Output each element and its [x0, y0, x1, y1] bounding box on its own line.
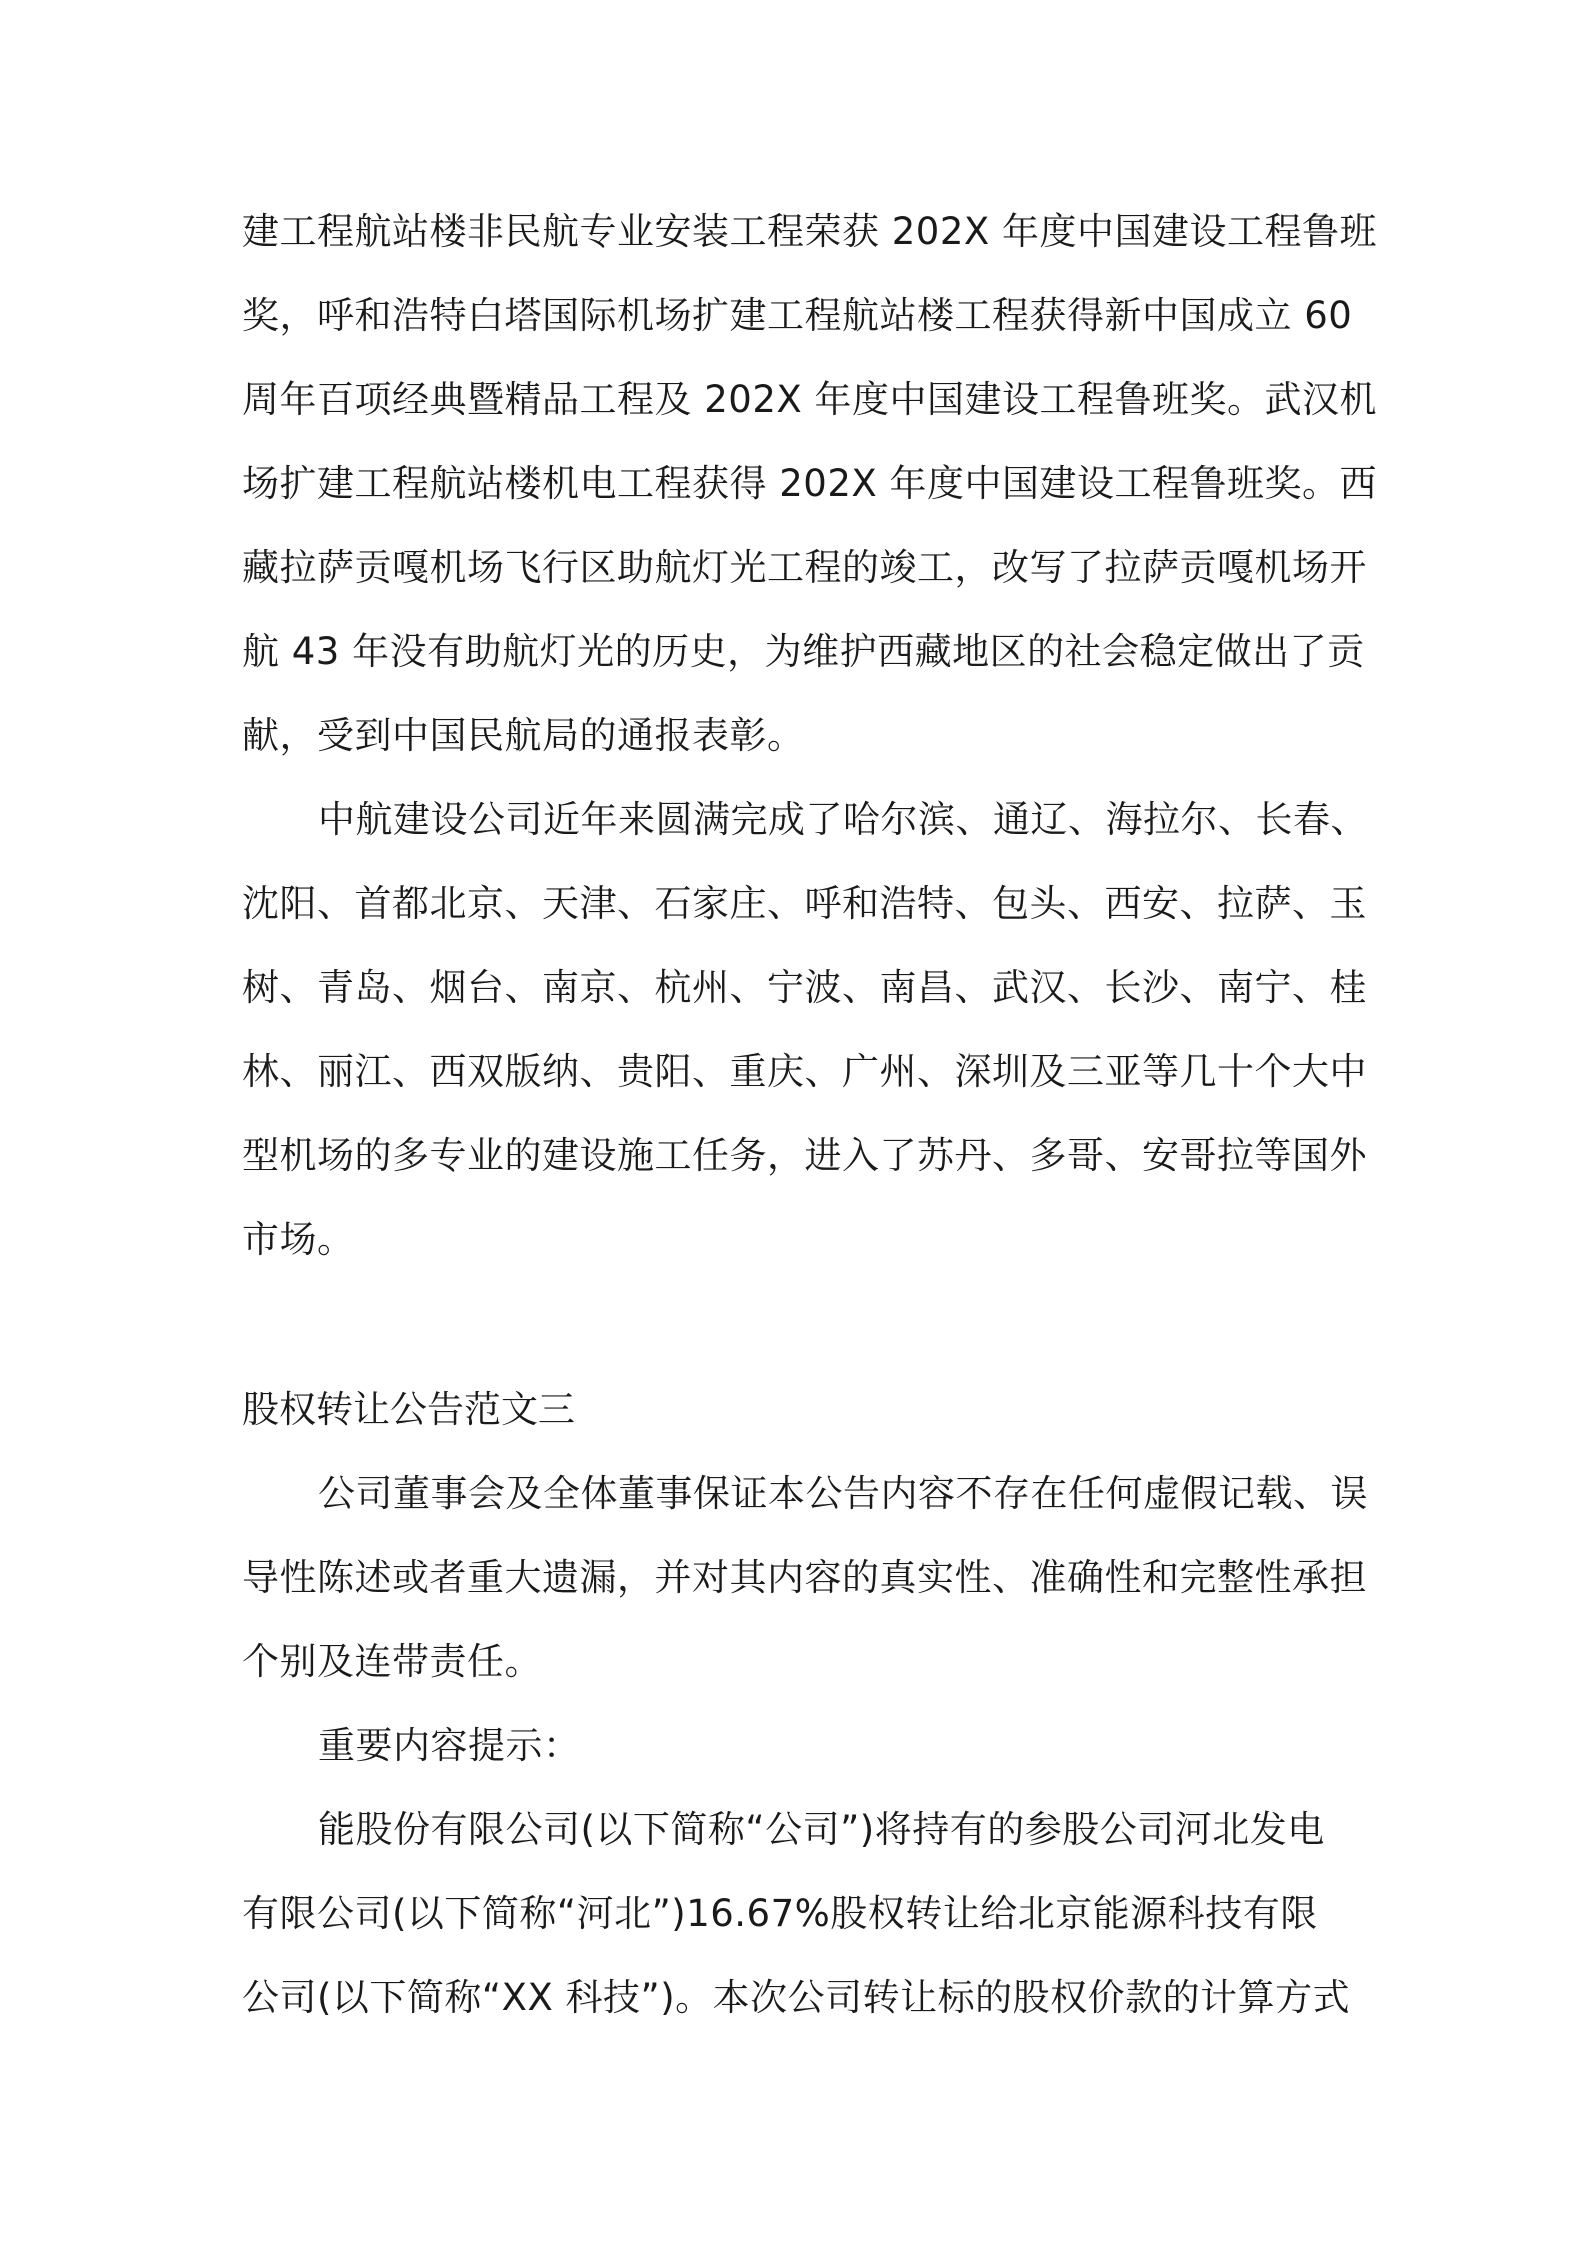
section-spacer — [242, 1282, 1352, 1368]
text-line: 航 43 年没有助航灯光的历史，为维护西藏地区的社会稳定做出了贡 — [242, 630, 1365, 673]
text-line: 公司董事会及全体董事保证本公告内容不存在任何虚假记载、误 — [318, 1472, 1368, 1515]
text-line: 藏拉萨贡嘎机场飞行区助航灯光工程的竣工，改写了拉萨贡嘎机场开 — [242, 546, 1367, 589]
paragraph-board-statement — [242, 1452, 1368, 1704]
paragraph-airport-projects — [242, 778, 1368, 1282]
paragraph-important-notice — [242, 1704, 1352, 1788]
text-line: 树、青岛、烟台、南京、杭州、宁波、南昌、武汉、长沙、南宁、桂 — [242, 966, 1367, 1009]
text-line: 重要内容提示： — [318, 1724, 581, 1767]
text-line: 沈阳、首都北京、天津、石家庄、呼和浩特、包头、西安、拉萨、玉 — [242, 882, 1367, 925]
text-line: 有限公司(以下简称“河北”)16.67%股权转让给北京能源科技有限 — [242, 1892, 1318, 1935]
text-line: 林、丽江、西双版纳、贵阳、重庆、广州、深圳及三亚等几十个大中 — [242, 1050, 1367, 1093]
text-line: 市场。 — [242, 1218, 355, 1261]
text-line: 奖，呼和浩特白塔国际机场扩建工程航站楼工程获得新中国成立 60 — [242, 294, 1353, 337]
text-line: 建工程航站楼非民航专业安装工程荣获 202X 年度中国建设工程鲁班 — [242, 210, 1377, 253]
document-body — [242, 190, 1377, 2040]
text-line: 能股份有限公司(以下简称“公司”)将持有的参股公司河北发电 — [318, 1808, 1325, 1851]
text-line: 中航建设公司近年来圆满完成了哈尔滨、通辽、海拉尔、长春、 — [318, 798, 1368, 841]
text-line: 型机场的多专业的建设施工任务，进入了苏丹、多哥、安哥拉等国外 — [242, 1134, 1367, 1177]
section-heading: 股权转让公告范文三 — [242, 1388, 575, 1431]
paragraph-airport-awards — [242, 190, 1377, 778]
text-line: 公司(以下简称“XX 科技”)。本次公司转让标的股权价款的计算方式 — [242, 1976, 1351, 2019]
text-line: 个别及连带责任。 — [242, 1640, 542, 1683]
text-line: 献，受到中国民航局的通报表彰。 — [242, 714, 805, 757]
text-line: 导性陈述或者重大遗漏，并对其内容的真实性、准确性和完整性承担 — [242, 1556, 1367, 1599]
text-line: 周年百项经典暨精品工程及 202X 年度中国建设工程鲁班奖。武汉机 — [242, 378, 1377, 421]
paragraph-equity-transfer — [242, 1788, 1352, 2040]
text-line: 场扩建工程航站楼机电工程获得 202X 年度中国建设工程鲁班奖。西 — [242, 462, 1377, 505]
